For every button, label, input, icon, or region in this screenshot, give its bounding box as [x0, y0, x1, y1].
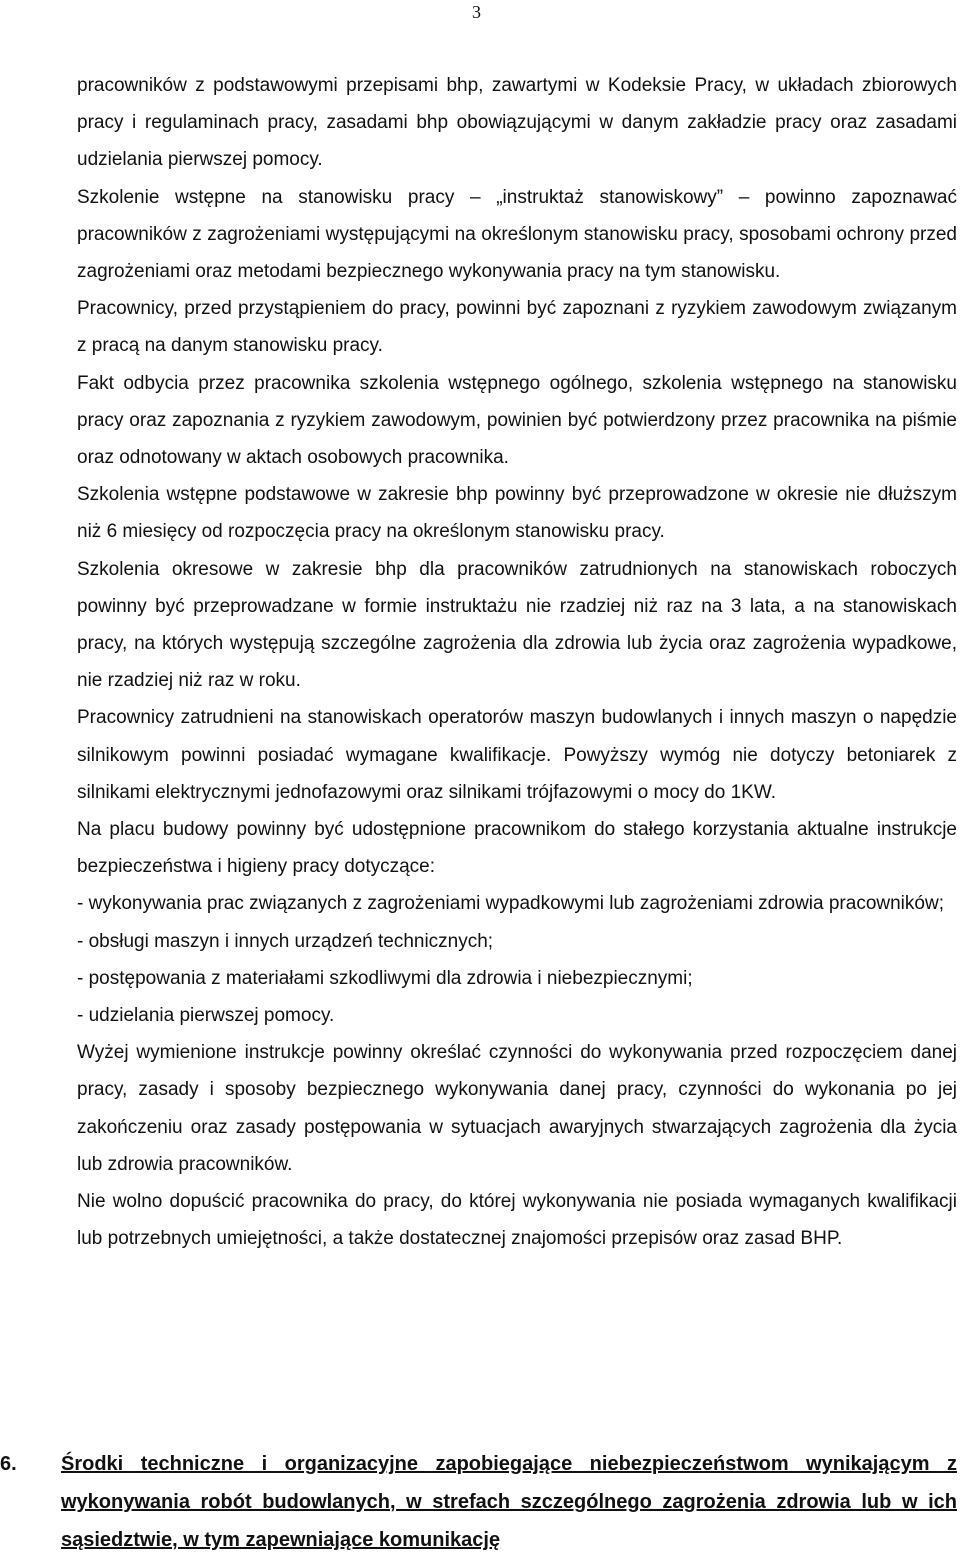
document-body [77, 67, 957, 1258]
list-item-hazard-work: - wykonywania prac związanych z zagrożeniami wypadkowymi lub zagrożeniami zdrowia pracowników; [77, 893, 944, 915]
paragraph-safety-instructions: Na placu budowy powinny być udostępnione pracownikom do stałego korzystania aktualne instrukcje bezpieczeństwa i higieny pracy dotyczące: [77, 819, 957, 878]
paragraph-occupational-risk: Pracownicy, przed przystąpieniem do pracy, powinni być zapoznani z ryzykiem zawodowym związanym z pracą na danym stanowisku pracy. [77, 298, 957, 357]
list-item-hazardous-materials: - postępowania z materiałami szkodliwymi dla zdrowia i niebezpiecznymi; [77, 967, 693, 989]
paragraph-training-confirmation: Fakt odbycia przez pracownika szkolenia wstępnego ogólnego, szkolenia wstępnego na stanowisku pracy oraz zapoznania z ryzykiem zawodowym, powinien być potwierdzony przez pracownika na piśmie oraz odnotowany w aktach osobowych pracownika. [77, 372, 957, 469]
paragraph-machine-operators: Pracownicy zatrudnieni na stanowiskach operatorów maszyn budowlanych i innych maszyn o napędzie silnikowym powinni posiadać wymagane kwalifikacje. Powyższy wymóg nie dotyczy betoniarek z silnikami elektrycznymi jednofazowymi oraz silnikami trójfazowymi o mocy do 1KW. [77, 707, 957, 803]
paragraph-periodic-training: Szkolenia okresowe w zakresie bhp dla pracowników zatrudnionych na stanowiskach roboczych powinny być przeprowadzane w formie instruktażu nie rzadziej niż raz na 3 lata, a na stanowiskach pracy, na których występują szczególne zagrożenia dla zdrowia lub życia oraz zagrożenia wypadkowe, nie rzadziej niż raz w roku. [77, 558, 957, 692]
paragraph-instruction-content: Wyżej wymienione instrukcje powinny określać czynności do wykonywania przed rozpoczęciem danej pracy, zasady i sposoby bezpiecznego wykonywania danej pracy, czynności do wykonania po jej zakończeniu oraz zasady postępowania w sytuacjach awaryjnych stwarzających zagrożenia dla życia lub zdrowia pracowników. [77, 1042, 957, 1175]
section-title: Środki techniczne i organizacyjne zapobiegające niebezpieczeństwom wynikającym z wykonywania robót budowlanych, w strefach szczególnego zagrożenia zdrowia lub w ich sąsiedztwie, w tym zapewniające komunikację [61, 1453, 957, 1551]
page-number: 3 [472, 2, 481, 22]
paragraph-training-intro: pracowników z podstawowymi przepisami bhp, zawartymi w Kodeksie Pracy, w układach zbiorowych pracy i regulaminach pracy, zasadami bhp obowiązującymi w danym zakładzie pracy oraz zasadami udzielania pierwszej pomocy. [77, 75, 957, 171]
paragraph-basic-training-deadline: Szkolenia wstępne podstawowe w zakresie bhp powinny być przeprowadzone w okresie nie dłuższym niż 6 miesięcy od rozpoczęcia pracy na określonym stanowisku pracy. [77, 484, 957, 543]
list-item-first-aid: - udzielania pierwszej pomocy. [77, 1005, 335, 1027]
section-number: 6. [0, 1453, 17, 1475]
section-heading [0, 1445, 960, 1559]
paragraph-workplace-instruction: Szkolenie wstępne na stanowisku pracy – „instruktaż stanowiskowy” – powinno zapoznawać pracowników z zagrożeniami występującymi na określonym stanowisku pracy, sposobami ochrony przed zagrożeniami oraz metodami bezpiecznego wykonywania pracy na tym stanowisku. [77, 186, 957, 283]
list-item-machine-operation: - obsługi maszyn i innych urządzeń technicznych; [77, 930, 494, 952]
paragraph-qualification-requirement: Nie wolno dopuścić pracownika do pracy, do której wykonywania nie posiada wymaganych kwalifikacji lub potrzebnych umiejętności, a także dostatecznej znajomości przepisów oraz zasad BHP. [77, 1191, 957, 1250]
